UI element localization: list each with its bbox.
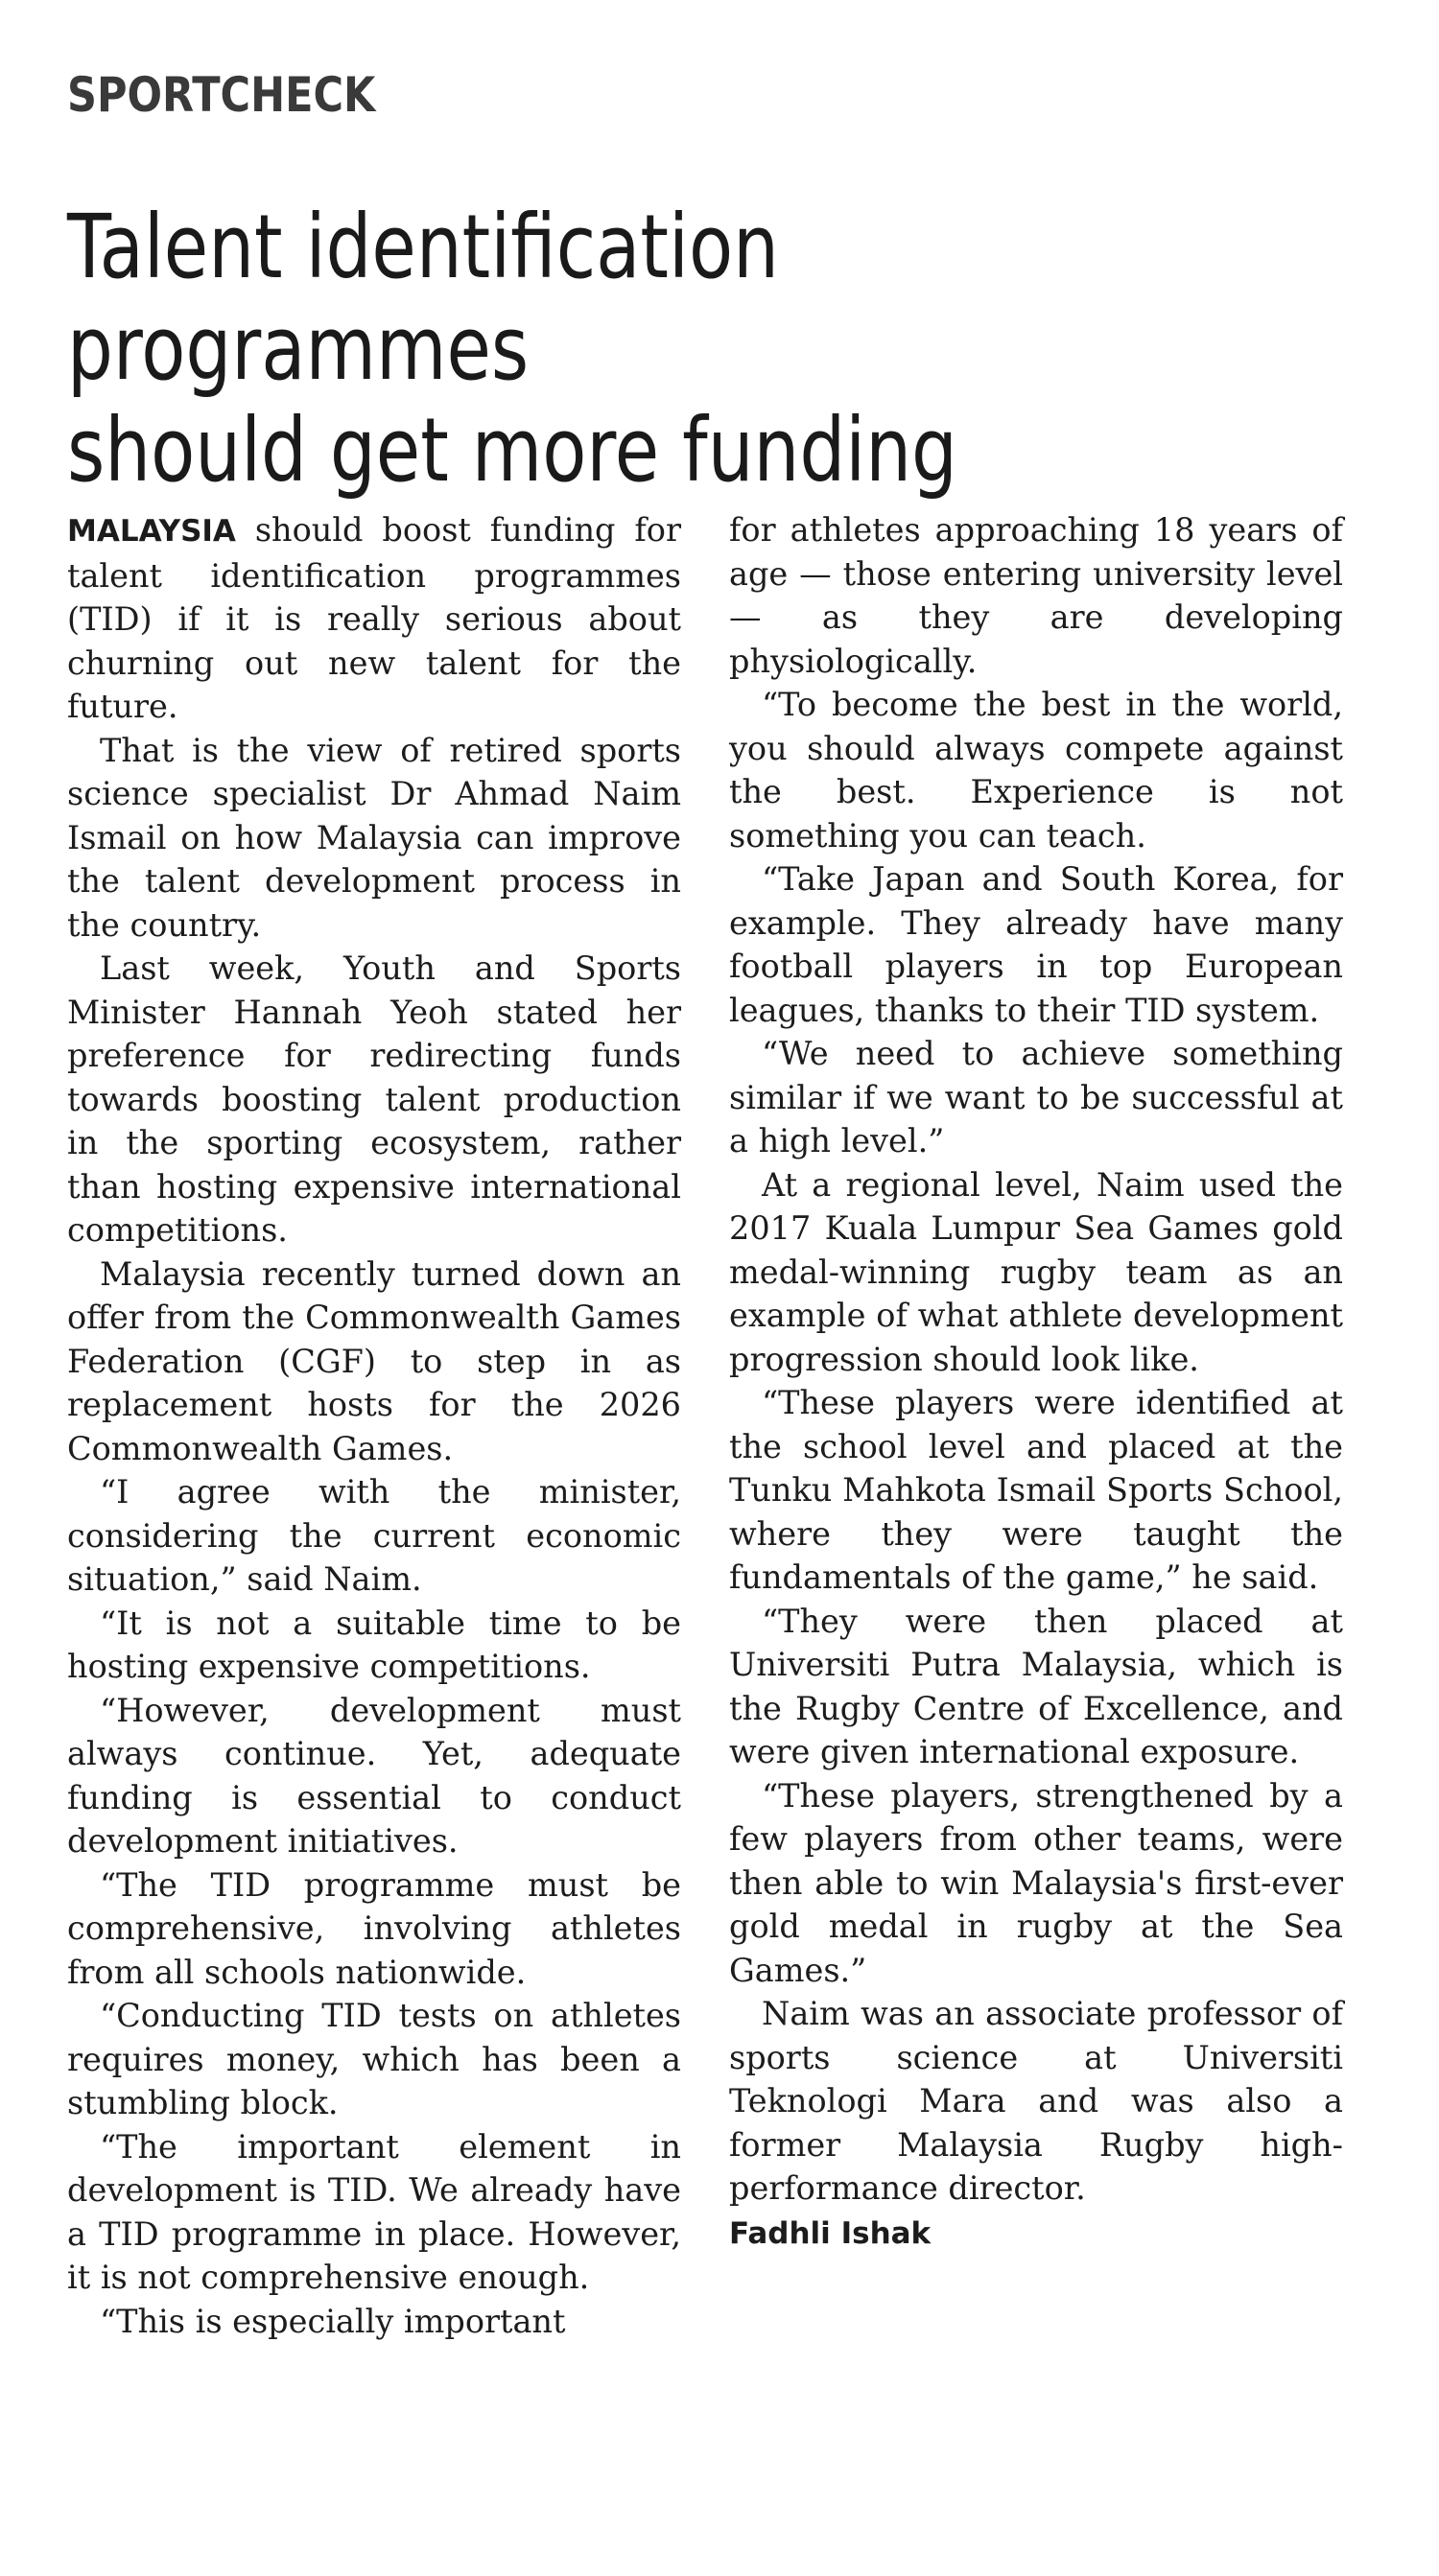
lede-word: MALAYSIA: [67, 514, 236, 549]
paragraph: “Take Japan and South Korea, for example. They already have many football players in top European leagues, thanks to their TID system.: [729, 860, 1343, 1029]
paragraph: At a regional level, Naim used the 2017 Kuala Lumpur Sea Games gold medal-winning rugby team as an example of what athlete development progression should look like.: [729, 1165, 1343, 1378]
paragraph: “These players, strengthened by a few players from other teams, were then able to win Malaysia's first-ever gold medal in rugby at the Sea Games.”: [729, 1776, 1343, 1989]
paragraph: “The important element in development is TID. We already have a TID programme in place. However, it is not comprehensive enough.: [67, 2127, 681, 2296]
paragraph: “Conducting TID tests on athletes requires money, which has been a stumbling block.: [67, 1997, 681, 2121]
paragraph: “We need to achieve something similar if we want to be successful at a high level.”: [729, 1035, 1343, 1159]
paragraph: for athletes approaching 18 years of age — those entering university level — as they are developing physiologically.: [729, 511, 1343, 680]
headline-line-2: should get more funding: [67, 399, 957, 502]
byline: Fadhli Ishak: [729, 2215, 932, 2251]
paragraph: “The TID programme must be comprehensive, involving athletes from all schools nationwide.: [67, 1865, 681, 1991]
paragraph: “They were then placed at Universiti Putra Malaysia, which is the Rugby Centre of Excellence, and were given international exposure.: [729, 1602, 1343, 1770]
paragraph: [67, 508, 681, 729]
paragraph-text: should boost funding for talent identification programmes (TID) if it is really serious about churning out new talent for the future.: [67, 511, 681, 725]
left-column: [67, 508, 681, 2343]
paragraph: Naim was an associate professor of sports science at Universiti Teknologi Mara and was also a former Malaysia Rugby high-performance director.: [729, 1995, 1343, 2207]
paragraph: That is the view of retired sports science specialist Dr Ahmad Naim Ismail on how Malaysia can improve the talent development process in the country.: [67, 731, 681, 944]
right-column: [729, 508, 1343, 2256]
section-label: SPORTCHECK: [67, 67, 376, 123]
paragraph: “It is not a suitable time to be hosting expensive competitions.: [67, 1604, 681, 1685]
paragraph: Last week, Youth and Sports Minister Hannah Yeoh stated her preference for redirecting funds towards boosting talent production in the sporting ecosystem, rather than hosting expensive international competitions.: [67, 949, 681, 1249]
paragraph: “To become the best in the world, you should always compete against the best. Experience is not something you can teach.: [729, 686, 1343, 855]
headline-line-1: Talent identification programmes: [67, 196, 779, 400]
headline: [67, 197, 1168, 502]
paragraph: “I agree with the minister, considering the current economic situation,” said Naim.: [67, 1473, 681, 1598]
paragraph: “These players were identified at the school level and placed at the Tunku Mahkota Ismail Sports School, where they were taught the fundamentals of the game,” he said.: [729, 1384, 1343, 1596]
paragraph: Malaysia recently turned down an offer from the Commonwealth Games Federation (CGF) to step in as replacement hosts for the 2026 Commonwealth Games.: [67, 1254, 681, 1467]
paragraph: “However, development must always continue. Yet, adequate funding is essential to conduct development initiatives.: [67, 1691, 681, 1860]
paragraph: “This is especially important: [100, 2302, 566, 2340]
